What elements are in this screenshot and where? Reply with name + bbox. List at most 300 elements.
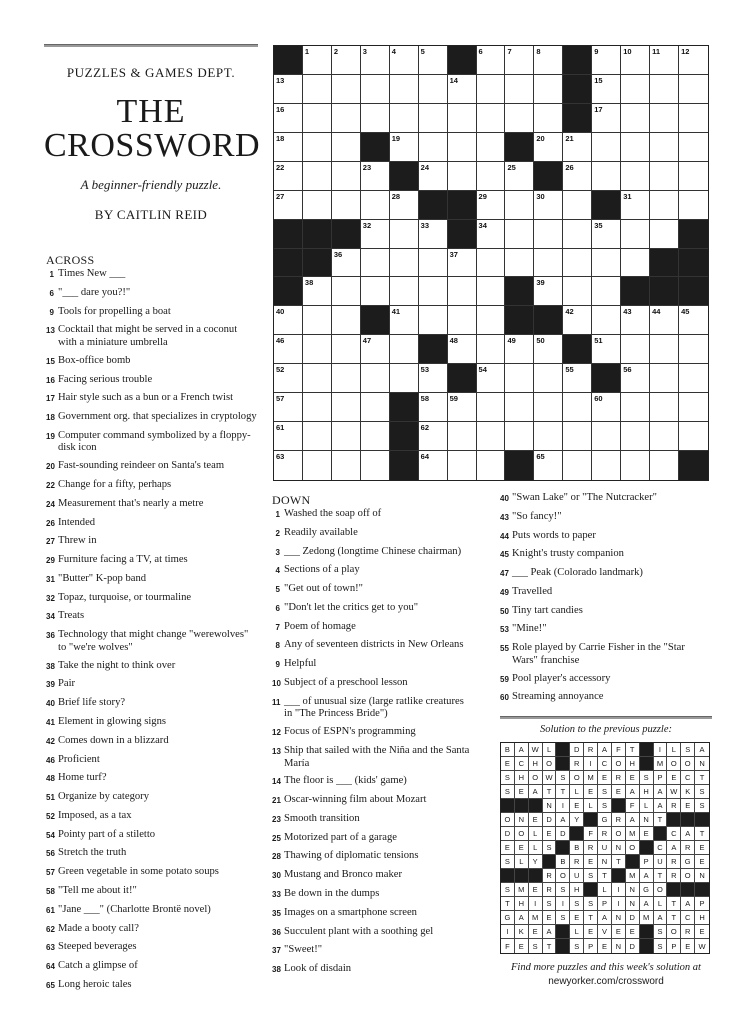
grid-cell[interactable] [592, 335, 621, 364]
grid-cell[interactable] [534, 46, 563, 75]
clue-item[interactable] [46, 287, 258, 301]
grid-cell[interactable] [534, 364, 563, 393]
grid-cell[interactable] [361, 191, 390, 220]
grid-cell[interactable] [505, 191, 534, 220]
grid-cell[interactable] [419, 451, 448, 480]
clue-item[interactable] [272, 794, 472, 808]
clue-item[interactable] [46, 716, 258, 730]
grid-cell[interactable] [361, 335, 390, 364]
grid-cell[interactable] [477, 133, 506, 162]
grid-cell[interactable] [332, 249, 361, 278]
cell-number: 60 [594, 394, 603, 404]
clue-item[interactable] [46, 629, 258, 654]
grid-cell[interactable] [650, 75, 679, 104]
grid-cell[interactable] [534, 249, 563, 278]
clue-item[interactable] [272, 907, 472, 921]
clue-item[interactable] [46, 660, 258, 674]
grid-cell[interactable] [448, 306, 477, 335]
clue-item[interactable] [272, 527, 472, 541]
grid-cell[interactable] [332, 162, 361, 191]
grid-cell[interactable] [563, 133, 592, 162]
grid-cell[interactable] [303, 162, 332, 191]
grid-cell[interactable] [332, 46, 361, 75]
grid-cell[interactable] [390, 335, 419, 364]
grid-cell[interactable] [650, 335, 679, 364]
clue-item[interactable] [46, 592, 258, 606]
clue-item[interactable] [46, 697, 258, 711]
grid-cell[interactable] [592, 249, 621, 278]
grid-cell[interactable] [592, 220, 621, 249]
grid-cell[interactable] [419, 220, 448, 249]
grid-cell[interactable] [477, 335, 506, 364]
clue-item[interactable] [46, 460, 258, 474]
grid-cell[interactable] [621, 162, 650, 191]
grid-cell[interactable] [390, 220, 419, 249]
clue-text: Sections of a play [284, 564, 360, 576]
grid-cell[interactable] [563, 306, 592, 335]
clue-item[interactable] [46, 678, 258, 692]
grid-cell[interactable] [621, 306, 650, 335]
grid-cell[interactable] [563, 191, 592, 220]
clue-item[interactable] [272, 888, 472, 902]
clue-item[interactable] [46, 941, 258, 955]
grid-cell[interactable] [563, 422, 592, 451]
grid-cell[interactable] [679, 335, 708, 364]
grid-cell[interactable] [650, 364, 679, 393]
clue-item[interactable] [272, 944, 472, 958]
grid-cell[interactable] [592, 422, 621, 451]
solution-cell: K [681, 785, 695, 799]
grid-cell[interactable] [563, 277, 592, 306]
clue-item[interactable] [46, 554, 258, 568]
grid-cell[interactable] [621, 451, 650, 480]
grid-cell[interactable] [419, 75, 448, 104]
solution-block [501, 799, 515, 813]
clue-item[interactable] [46, 772, 258, 786]
grid-cell[interactable] [274, 364, 303, 393]
clue-item[interactable] [500, 511, 710, 525]
grid-cell[interactable] [448, 162, 477, 191]
top-rule [44, 44, 258, 47]
clue-item[interactable] [46, 374, 258, 388]
grid-cell[interactable] [505, 422, 534, 451]
grid-cell[interactable] [448, 451, 477, 480]
grid-cell[interactable] [505, 335, 534, 364]
grid-cell[interactable] [592, 451, 621, 480]
clue-item[interactable] [500, 548, 710, 562]
clue-item[interactable] [46, 904, 258, 918]
clue-item[interactable] [46, 411, 258, 425]
solution-block [529, 799, 543, 813]
grid-cell[interactable] [621, 393, 650, 422]
grid-cell[interactable] [679, 133, 708, 162]
clue-item[interactable] [46, 829, 258, 843]
grid-cell[interactable] [534, 133, 563, 162]
grid-cell[interactable] [621, 335, 650, 364]
solution-cell: A [654, 799, 668, 813]
grid-cell[interactable] [390, 306, 419, 335]
grid-cell[interactable] [419, 306, 448, 335]
grid-cell[interactable] [621, 46, 650, 75]
grid-cell[interactable] [534, 104, 563, 133]
grid-cell[interactable] [274, 451, 303, 480]
grid-cell[interactable] [274, 133, 303, 162]
clue-item[interactable] [272, 677, 472, 691]
grid-block [505, 451, 534, 480]
grid-cell[interactable] [419, 46, 448, 75]
grid-cell[interactable] [274, 162, 303, 191]
solution-cell: A [556, 813, 570, 827]
grid-cell[interactable] [563, 393, 592, 422]
grid-cell[interactable] [361, 277, 390, 306]
grid-cell[interactable] [390, 364, 419, 393]
solution-cell: I [612, 883, 626, 897]
clue-item[interactable] [272, 602, 472, 616]
grid-cell[interactable] [274, 422, 303, 451]
crossword-grid[interactable] [273, 45, 709, 481]
grid-cell[interactable] [361, 162, 390, 191]
grid-cell[interactable] [621, 220, 650, 249]
clue-item[interactable] [46, 979, 258, 993]
grid-cell[interactable] [621, 422, 650, 451]
grid-cell[interactable] [303, 277, 332, 306]
clue-number: 56 [46, 849, 55, 859]
grid-cell[interactable] [361, 75, 390, 104]
grid-cell[interactable] [679, 306, 708, 335]
solution-cell: H [640, 785, 654, 799]
clue-item[interactable] [272, 745, 472, 770]
clue-item[interactable] [272, 508, 472, 522]
clue-item[interactable] [272, 926, 472, 940]
grid-cell[interactable] [534, 422, 563, 451]
grid-cell[interactable] [534, 335, 563, 364]
grid-cell[interactable] [448, 75, 477, 104]
clue-item[interactable] [46, 535, 258, 549]
grid-cell[interactable] [419, 364, 448, 393]
grid-cell[interactable] [448, 104, 477, 133]
clue-item[interactable] [272, 869, 472, 883]
grid-cell[interactable] [361, 220, 390, 249]
grid-cell[interactable] [274, 191, 303, 220]
clue-item[interactable] [272, 696, 472, 721]
grid-cell[interactable] [477, 306, 506, 335]
clue-item[interactable] [46, 498, 258, 512]
grid-cell[interactable] [621, 191, 650, 220]
grid-cell[interactable] [505, 46, 534, 75]
grid-cell[interactable] [303, 451, 332, 480]
clue-item[interactable] [46, 791, 258, 805]
clue-item[interactable] [46, 810, 258, 824]
grid-cell[interactable] [534, 451, 563, 480]
grid-cell[interactable] [390, 46, 419, 75]
grid-cell[interactable] [274, 393, 303, 422]
clue-item[interactable] [272, 775, 472, 789]
grid-cell[interactable] [448, 277, 477, 306]
grid-cell[interactable] [477, 393, 506, 422]
solution-cell: U [598, 841, 612, 855]
solution-block [681, 813, 695, 827]
grid-cell[interactable] [419, 162, 448, 191]
grid-cell[interactable] [361, 104, 390, 133]
clue-item[interactable] [46, 306, 258, 320]
solution-cell: S [598, 785, 612, 799]
grid-cell[interactable] [505, 162, 534, 191]
grid-cell[interactable] [621, 104, 650, 133]
clue-item[interactable] [272, 564, 472, 578]
clue-item[interactable] [46, 430, 258, 455]
grid-cell[interactable] [621, 133, 650, 162]
grid-cell[interactable] [332, 306, 361, 335]
grid-cell[interactable] [505, 75, 534, 104]
clue-text: Succulent plant with a soothing gel [284, 925, 434, 937]
grid-cell[interactable] [390, 249, 419, 278]
grid-cell[interactable] [332, 451, 361, 480]
grid-cell[interactable] [650, 46, 679, 75]
grid-cell[interactable] [361, 364, 390, 393]
grid-cell[interactable] [679, 75, 708, 104]
solution-block [695, 813, 709, 827]
clue-item[interactable] [272, 583, 472, 597]
grid-cell[interactable] [592, 104, 621, 133]
grid-cell[interactable] [477, 277, 506, 306]
grid-cell[interactable] [679, 422, 708, 451]
grid-cell[interactable] [679, 162, 708, 191]
clue-item[interactable] [272, 963, 472, 977]
grid-cell[interactable] [419, 422, 448, 451]
solution-block [515, 799, 529, 813]
solution-cell: C [681, 771, 695, 785]
grid-cell[interactable] [419, 277, 448, 306]
grid-cell[interactable] [390, 277, 419, 306]
grid-cell[interactable] [534, 191, 563, 220]
grid-cell[interactable] [477, 104, 506, 133]
grid-cell[interactable] [448, 422, 477, 451]
clue-item[interactable] [500, 530, 710, 544]
grid-cell[interactable] [679, 393, 708, 422]
clue-item[interactable] [272, 639, 472, 653]
grid-cell[interactable] [332, 422, 361, 451]
grid-cell[interactable] [419, 393, 448, 422]
clue-item[interactable] [46, 960, 258, 974]
grid-cell[interactable] [390, 133, 419, 162]
clue-number: 15 [46, 356, 55, 366]
grid-cell[interactable] [534, 220, 563, 249]
solution-cell: C [681, 911, 695, 925]
clue-item[interactable] [46, 355, 258, 369]
grid-cell[interactable] [332, 191, 361, 220]
cell-number: 57 [276, 394, 285, 404]
grid-cell[interactable] [274, 104, 303, 133]
clue-number: 54 [46, 830, 55, 840]
solution-cell: A [626, 813, 640, 827]
clue-number: 34 [46, 612, 55, 622]
grid-cell[interactable] [303, 191, 332, 220]
grid-cell[interactable] [563, 364, 592, 393]
grid-cell[interactable] [477, 364, 506, 393]
grid-cell[interactable] [650, 393, 679, 422]
cell-number: 33 [420, 220, 429, 230]
grid-cell[interactable] [332, 104, 361, 133]
grid-cell[interactable] [563, 249, 592, 278]
clue-item[interactable] [500, 605, 710, 619]
grid-cell[interactable] [592, 133, 621, 162]
grid-cell[interactable] [303, 75, 332, 104]
grid-cell[interactable] [650, 104, 679, 133]
clue-item[interactable] [272, 726, 472, 740]
grid-cell[interactable] [303, 46, 332, 75]
grid-cell[interactable] [303, 364, 332, 393]
clue-item[interactable] [46, 923, 258, 937]
clue-item[interactable] [500, 623, 710, 637]
grid-cell[interactable] [390, 75, 419, 104]
grid-cell[interactable] [592, 393, 621, 422]
grid-cell[interactable] [332, 133, 361, 162]
grid-cell[interactable] [448, 335, 477, 364]
grid-cell[interactable] [592, 277, 621, 306]
clue-item[interactable] [46, 610, 258, 624]
grid-cell[interactable] [679, 46, 708, 75]
clue-item[interactable] [46, 885, 258, 899]
grid-cell[interactable] [419, 133, 448, 162]
footer-link[interactable]: newyorker.com/crossword [548, 976, 664, 987]
grid-cell[interactable] [332, 364, 361, 393]
grid-cell[interactable] [303, 335, 332, 364]
grid-cell[interactable] [534, 277, 563, 306]
grid-cell[interactable] [477, 249, 506, 278]
clue-item[interactable] [46, 735, 258, 749]
grid-cell[interactable] [534, 393, 563, 422]
grid-cell[interactable] [477, 162, 506, 191]
clue-item[interactable] [272, 546, 472, 560]
clue-text: "Jane ___" (Charlotte Brontë novel) [58, 903, 211, 915]
grid-cell[interactable] [505, 104, 534, 133]
grid-cell[interactable] [361, 451, 390, 480]
grid-cell[interactable] [477, 75, 506, 104]
grid-cell[interactable] [303, 306, 332, 335]
grid-cell[interactable] [274, 335, 303, 364]
clue-item[interactable] [46, 392, 258, 406]
grid-cell[interactable] [621, 249, 650, 278]
solution-cell: N [640, 813, 654, 827]
grid-cell[interactable] [390, 104, 419, 133]
clue-item[interactable] [46, 754, 258, 768]
grid-cell[interactable] [563, 451, 592, 480]
solution-cell: L [640, 799, 654, 813]
clue-item[interactable] [500, 492, 710, 506]
grid-cell[interactable] [505, 364, 534, 393]
grid-cell[interactable] [419, 249, 448, 278]
grid-cell[interactable] [563, 162, 592, 191]
grid-cell[interactable] [621, 75, 650, 104]
clue-item[interactable] [500, 567, 710, 581]
grid-cell[interactable] [505, 249, 534, 278]
grid-cell[interactable] [303, 104, 332, 133]
cell-number: 3 [362, 47, 367, 56]
solution-cell: I [612, 897, 626, 911]
grid-cell[interactable] [361, 422, 390, 451]
grid-cell[interactable] [650, 133, 679, 162]
grid-cell[interactable] [390, 191, 419, 220]
grid-cell[interactable] [477, 220, 506, 249]
grid-cell[interactable] [505, 393, 534, 422]
grid-cell[interactable] [679, 364, 708, 393]
grid-cell[interactable] [274, 306, 303, 335]
clue-item[interactable] [272, 832, 472, 846]
clue-number: 46 [46, 755, 55, 765]
grid-cell[interactable] [563, 220, 592, 249]
grid-cell[interactable] [505, 220, 534, 249]
solution-cell: R [667, 869, 681, 883]
clue-item[interactable] [272, 621, 472, 635]
grid-cell[interactable] [303, 393, 332, 422]
grid-cell[interactable] [477, 422, 506, 451]
clue-item[interactable] [500, 691, 710, 705]
clue-item[interactable] [46, 847, 258, 861]
grid-cell[interactable] [592, 306, 621, 335]
grid-cell[interactable] [477, 191, 506, 220]
grid-cell[interactable] [592, 162, 621, 191]
grid-cell[interactable] [477, 46, 506, 75]
grid-cell[interactable] [448, 249, 477, 278]
grid-cell[interactable] [679, 104, 708, 133]
grid-cell[interactable] [448, 133, 477, 162]
grid-cell[interactable] [274, 75, 303, 104]
clue-item[interactable] [500, 642, 710, 667]
grid-cell[interactable] [621, 364, 650, 393]
grid-cell[interactable] [361, 46, 390, 75]
clue-number: 31 [46, 574, 55, 584]
grid-cell[interactable] [332, 335, 361, 364]
grid-cell[interactable] [303, 422, 332, 451]
clue-item[interactable] [272, 850, 472, 864]
grid-cell[interactable] [534, 75, 563, 104]
grid-cell[interactable] [650, 162, 679, 191]
clue-item[interactable] [46, 268, 258, 282]
clue-item[interactable] [46, 517, 258, 531]
grid-cell[interactable] [303, 133, 332, 162]
grid-cell[interactable] [592, 75, 621, 104]
solution-cell: E [626, 925, 640, 939]
grid-cell[interactable] [592, 46, 621, 75]
clue-item[interactable] [46, 866, 258, 880]
grid-cell[interactable] [419, 104, 448, 133]
clue-text: Proficient [58, 753, 100, 765]
grid-cell[interactable] [650, 306, 679, 335]
grid-cell[interactable] [332, 277, 361, 306]
grid-cell[interactable] [477, 451, 506, 480]
clue-item[interactable] [272, 658, 472, 672]
grid-cell[interactable] [361, 249, 390, 278]
clue-item[interactable] [46, 479, 258, 493]
cell-number: 40 [276, 307, 285, 317]
clue-item[interactable] [46, 324, 258, 349]
clue-item[interactable] [500, 586, 710, 600]
grid-cell[interactable] [650, 451, 679, 480]
grid-cell[interactable] [650, 191, 679, 220]
grid-cell[interactable] [361, 393, 390, 422]
clue-item[interactable] [272, 813, 472, 827]
clue-item[interactable] [500, 673, 710, 687]
grid-cell[interactable] [332, 393, 361, 422]
grid-cell[interactable] [332, 75, 361, 104]
grid-cell[interactable] [679, 191, 708, 220]
grid-cell[interactable] [448, 393, 477, 422]
clue-number: 65 [46, 980, 55, 990]
grid-cell[interactable] [650, 422, 679, 451]
grid-block [361, 306, 390, 335]
clue-item[interactable] [46, 573, 258, 587]
grid-cell[interactable] [650, 220, 679, 249]
